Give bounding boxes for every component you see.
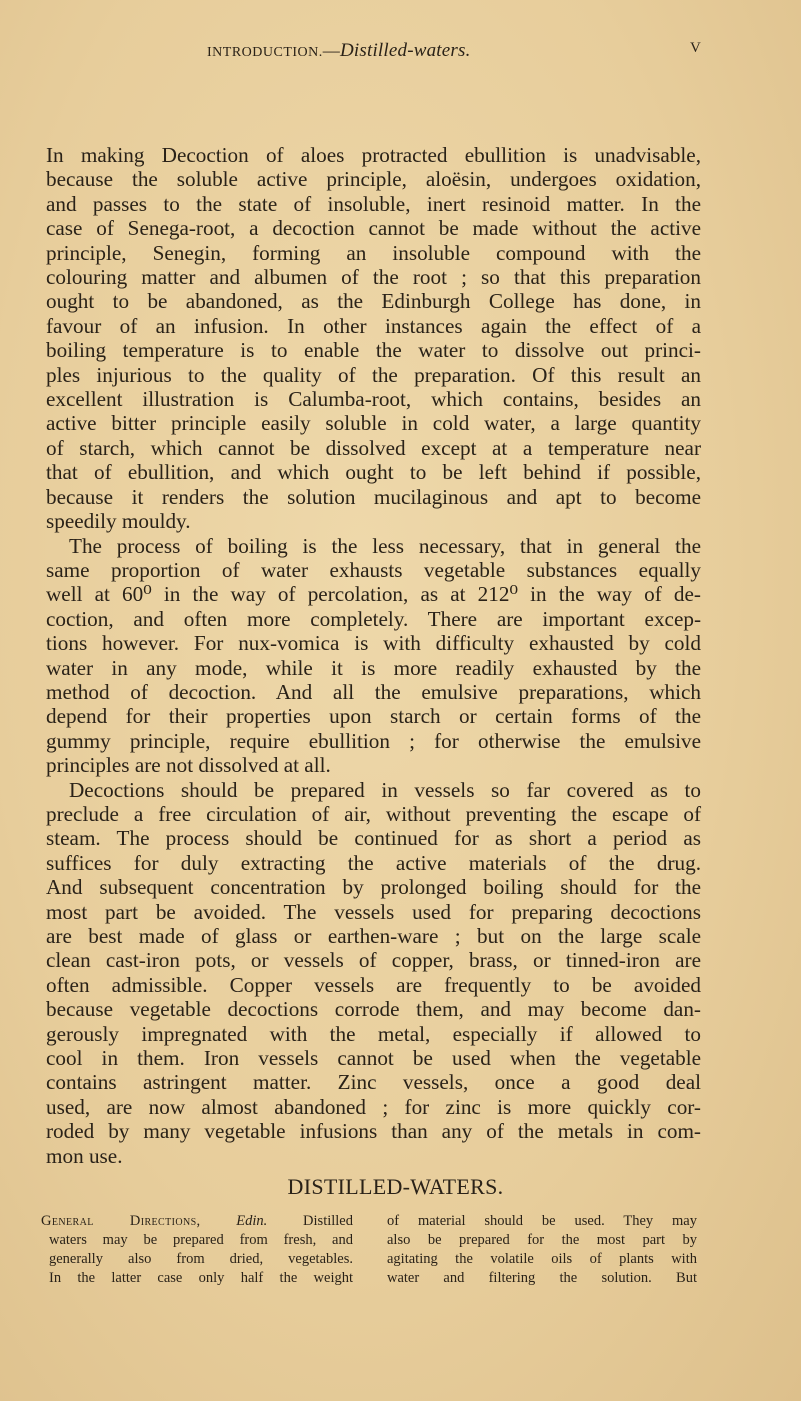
text-line: contains astringent matter. Zinc vessels, once a good deal: [46, 1070, 701, 1095]
text-line: ought to be abandoned, as the Edinburgh College has done, in: [46, 289, 701, 314]
section-heading-text: DISTILLED-WATERS.: [287, 1174, 504, 1199]
text-line: active bitter principle easily soluble in cold water, a large quantity: [46, 411, 701, 436]
page-number: V: [690, 40, 701, 56]
paragraph: [46, 778, 701, 1169]
column-line-text: Distilled: [267, 1213, 353, 1229]
text-line: often admissible. Copper vessels are frequently to be avoided: [46, 972, 701, 997]
column-line: agitating the volatile oils of plants with: [387, 1251, 697, 1267]
text-line: suffices for duly extracting the active materials of the drug.: [46, 850, 701, 875]
lead-italic: Edin.: [236, 1213, 268, 1229]
text-line: well at 60⁰ in the way of percolation, as at 212⁰ in the way of de-: [46, 582, 701, 607]
text-line: colouring matter and albumen of the root ; so that this preparation: [46, 265, 701, 290]
text-line: speedily mouldy.: [46, 509, 191, 534]
running-head: [0, 40, 801, 64]
running-head-title: [207, 40, 471, 62]
column-line: also be prepared for the most part by: [387, 1232, 697, 1248]
text-line: because the soluble active principle, aloësin, undergoes oxidation,: [46, 167, 701, 192]
column-line: In the latter case only half the weight: [49, 1270, 353, 1286]
text-line: used, are now almost abandoned ; for zinc is more quickly cor-: [46, 1094, 701, 1119]
text-line: steam. The process should be continued for as short a period as: [46, 826, 701, 851]
text-line: clean cast-iron pots, or vessels of copper, brass, or tinned-iron are: [46, 948, 701, 973]
text-line: principle, Senegin, forming an insoluble compound with the: [46, 240, 701, 265]
text-line: method of decoction. And all the emulsive preparations, which: [46, 679, 701, 704]
body-text: [46, 143, 701, 1168]
text-line: Decoctions should be prepared in vessels so far covered as to: [69, 777, 701, 802]
text-line: favour of an infusion. In other instances again the effect of a: [46, 313, 701, 338]
text-line: depend for their properties upon starch or certain forms of the: [46, 704, 701, 729]
column-line: water and filtering the solution. But: [387, 1270, 697, 1286]
text-line: excellent illustration is Calumba-root, which contains, besides an: [46, 387, 701, 412]
text-line: gummy principle, require ebullition ; for otherwise the emulsive: [46, 728, 701, 753]
footnote-column-left: [41, 1212, 353, 1288]
text-line: that of ebullition, and which ought to be left behind if possible,: [46, 460, 701, 485]
text-line: preclude a free circulation of air, without preventing the escape of: [46, 801, 701, 826]
text-line: because vegetable decoctions corrode them, and may become dan-: [46, 997, 701, 1022]
text-line: coction, and often more completely. There are important excep-: [46, 606, 701, 631]
text-line: ples injurious to the quality of the preparation. Of this result an: [46, 362, 701, 387]
running-head-section: INTRODUCTION.: [207, 45, 323, 60]
text-line: most part be avoided. The vessels used for preparing decoctions: [46, 899, 701, 924]
paragraph: [46, 534, 701, 778]
text-line: are best made of glass or earthen-ware ; but on the large scale: [46, 924, 701, 948]
text-line: same proportion of water exhausts vegetable substances equally: [46, 557, 701, 582]
text-line: case of Senega-root, a decoction cannot be made without the active: [46, 216, 701, 241]
running-head-dash: —: [322, 41, 340, 60]
text-line: principles are not dissolved at all.: [46, 753, 331, 778]
text-line: tions however. For nux-vomica is with difficulty exhausted by cold: [46, 631, 701, 656]
text-line: And subsequent concentration by prolonged boiling should for the: [46, 875, 701, 900]
paragraph: [46, 143, 701, 534]
text-line: cool in them. Iron vessels cannot be used when the vegetable: [46, 1046, 701, 1071]
text-line: mon use.: [46, 1143, 123, 1168]
footnote-column-right: [387, 1212, 697, 1288]
text-line: because it renders the solution mucilaginous and apt to become: [46, 484, 701, 509]
text-line: The process of boiling is the less necessary, that in general the: [69, 533, 701, 558]
column-line: generally also from dried, vegetables.: [49, 1251, 353, 1267]
text-line: boiling temperature is to enable the water to dissolve out princi-: [46, 338, 701, 363]
column-line: waters may be prepared from fresh, and: [49, 1232, 353, 1248]
text-line: gerously impregnated with the metal, especially if allowed to: [46, 1021, 701, 1046]
text-line: water in any mode, while it is more readily exhausted by the: [46, 655, 701, 680]
section-heading: [0, 1174, 801, 1200]
lead-smallcaps: General Directions,: [41, 1213, 201, 1229]
text-line: of starch, which cannot be dissolved except at a temperature near: [46, 435, 701, 460]
text-line: and passes to the state of insoluble, inert resinoid matter. In the: [46, 191, 701, 216]
running-head-subject: Distilled-waters.: [339, 40, 471, 61]
column-line: [41, 1212, 353, 1231]
column-line: of material should be used. They may: [387, 1213, 697, 1229]
text-line: roded by many vegetable infusions than any of the metals in com-: [46, 1119, 701, 1144]
text-line: In making Decoction of aloes protracted ebullition is unadvisable,: [46, 143, 701, 167]
